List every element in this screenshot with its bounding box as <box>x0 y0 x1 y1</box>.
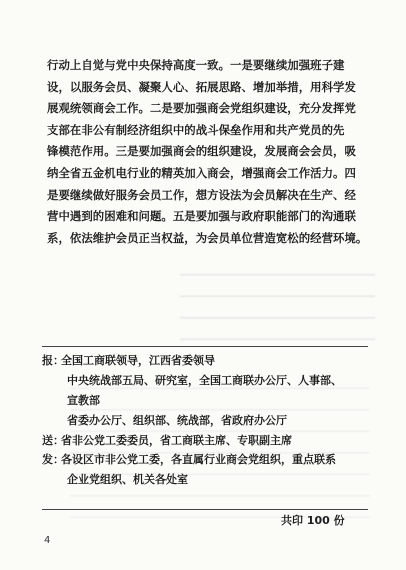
issue-label: 发： <box>42 453 64 467</box>
body-line: 是要继续做好服务会员工作，想方设法为会员解决在生产、经 <box>47 187 356 202</box>
body-line: 营中遇到的困难和问题。五是要加强与政府职能部门的沟通联 <box>47 209 356 224</box>
distribution-send-row <box>42 431 372 451</box>
page-number: 4 <box>44 535 51 546</box>
issue-line: 各设区市非公党工委，各直属行业商会党组织，重点联系 <box>61 453 336 467</box>
body-line: 纳全省五金机电行业的精英加入商会，增强商会工作活力。四 <box>47 165 356 180</box>
body-line: 支部在非公有制经济组织中的战斗保垒作用和共产党员的先 <box>47 122 345 137</box>
body-line: 锋模范作用。三是要加强商会的组织建设，发展商会会员，吸 <box>47 144 356 159</box>
report-line: 全国工商联领导，江西省委领导 <box>61 354 215 367</box>
report-label: 报： <box>42 354 64 367</box>
body-line: 展观统领商会工作。二是要加强商会党组织建设，充分发挥党 <box>47 101 356 116</box>
distribution-list <box>42 351 372 490</box>
issue-line: 企业党组织、机关各处室 <box>67 473 188 487</box>
print-copies: 共印 100 份 <box>281 514 345 527</box>
body-line: 行动上自觉与党中央保持高度一致。一是要继续加强班子建 <box>47 58 345 72</box>
report-line: 宣教部 <box>67 393 100 407</box>
body-line: 系，依法维护会员正当权益，为会员单位营造宽松的经营环境。 <box>47 230 368 245</box>
send-line: 省非公党工委委员，省工商联主席、专职副主席 <box>61 433 292 447</box>
body-paragraph <box>47 55 369 249</box>
distribution-report-row <box>42 371 372 391</box>
distribution-report-row <box>42 351 372 371</box>
distribution-issue-row <box>42 450 372 470</box>
distribution-bottom-rule <box>42 509 368 510</box>
report-line: 中央统战部五局、研究室，全国工商联办公厅、人事部、 <box>67 373 342 387</box>
body-line: 设，以服务会员、凝聚人心、拓展思路、增加举措，用科学发 <box>47 79 356 94</box>
distribution-top-rule <box>42 346 368 347</box>
distribution-report-row <box>42 411 372 431</box>
report-line: 省委办公厅、组织部、统战部，省政府办公厅 <box>67 413 287 427</box>
distribution-report-row <box>42 391 372 411</box>
send-label: 送： <box>42 433 64 447</box>
bleed-through-texture <box>180 262 375 352</box>
distribution-issue-row <box>42 470 372 490</box>
